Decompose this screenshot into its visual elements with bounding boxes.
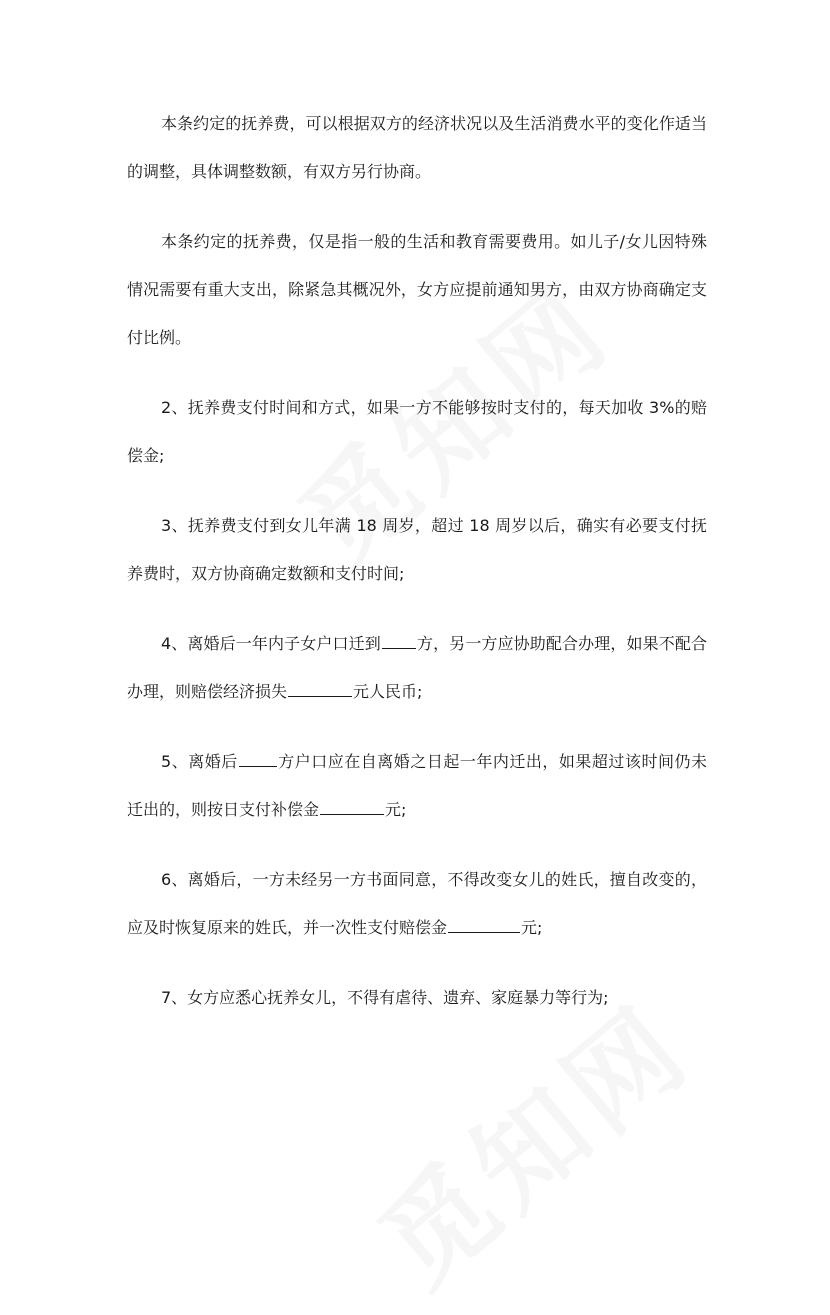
clause-3: 3、抚养费支付到女儿年满 18 周岁，超过 18 周岁以后，确实有必要支付抚养费时，双方协商确定数额和支付时间; [127,516,707,583]
clause-6 [127,856,707,952]
clause-6-text-b: 元; [521,918,543,937]
clause-5-text-b: 方户口应在自离婚之日起一年内迁出，如果超过该时间仍未迁出的，则按日支付补偿金 [127,752,707,819]
clause-4-text-c: 元人民币; [353,682,423,701]
clause-5-text-c: 元; [385,800,407,819]
clause-7: 7、女方应悉心抚养女儿，不得有虐待、遗弃、家庭暴力等行为; [161,988,609,1007]
fill-in-blank [288,679,352,697]
clause-5-text-a: 5、离婚后 [161,752,238,771]
fill-in-blank [239,749,277,767]
clause-2: 2、抚养费支付时间和方式，如果一方不能够按时支付的，每天加收 3%的赔偿金; [127,398,707,465]
document-body [127,100,707,1044]
clause-4-text-b: 方，另一方应协助配合办理，如果不配合办理，则赔偿经济损失 [127,634,707,701]
clause-5 [127,738,707,834]
clause-4-text-a: 4、离婚后一年内子女户口迁到 [161,634,381,653]
clause-4 [127,620,707,716]
clause-6-text-a: 6、离婚后，一方未经另一方书面同意，不得改变女儿的姓氏，擅自改变的，应及时恢复原来的姓氏，并一次性支付赔偿金 [127,870,707,937]
fill-in-blank [448,915,520,933]
paragraph-expense-scope: 本条约定的抚养费，仅是指一般的生活和教育需要费用。如儿子/女儿因特殊情况需要有重大支出，除紧急其概况外，女方应提前通知男方，由双方协商确定支付比例。 [127,232,707,347]
paragraph-adjustment: 本条约定的抚养费，可以根据双方的经济状况以及生活消费水平的变化作适当的调整，具体调整数额，有双方另行协商。 [127,114,707,181]
fill-in-blank [320,797,384,815]
fill-in-blank [382,631,416,649]
